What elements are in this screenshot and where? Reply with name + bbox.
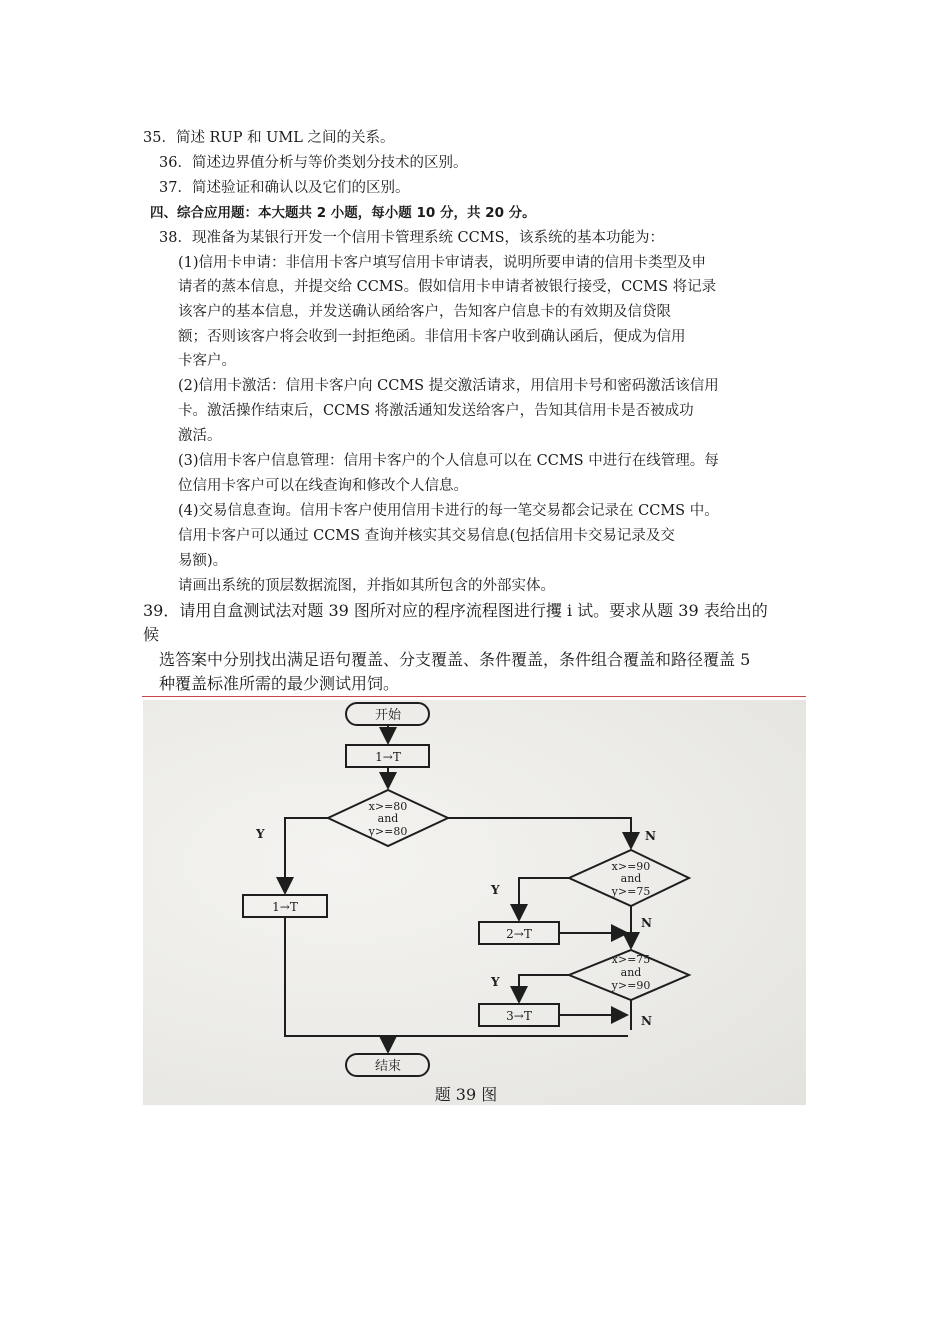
- question-35: 35．简述 RUP 和 UML 之间的关系。: [143, 130, 395, 146]
- init-label: 1→T: [375, 750, 401, 764]
- q38-line: (3)信用卡客户信息管理：信用卡客户的个人信息可以在 CCMS 中进行在线管理。每: [178, 453, 719, 469]
- d1-cond-x: x>=80: [368, 800, 408, 813]
- question-39-line4: 种覆盖标准所需的最少测试用饲。: [159, 674, 400, 693]
- n-label-1: N: [645, 829, 656, 843]
- yes3-label: 3→T: [506, 1009, 532, 1023]
- d3-and: and: [620, 966, 642, 979]
- q38-line: 请者的蒸本信息，并提交给 CCMS。假如信用卡申请者被银行接受，CCMS 将记录: [178, 279, 717, 295]
- question-39-line3: 选答案中分别找出满足语句覆盖、分支覆盖、条件覆盖，条件组合覆盖和路径覆盖 5: [159, 650, 751, 669]
- q38-line: 卡客户。: [178, 353, 236, 369]
- d3-cond-y: y>=90: [611, 979, 651, 992]
- start-label: 开始: [374, 708, 402, 723]
- y-label-1: Y: [256, 827, 265, 841]
- flowchart-svg: [143, 700, 806, 1105]
- figure-caption: 题 39 图: [434, 1085, 498, 1104]
- q38-line: (2)信用卡激活：信用卡客户向 CCMS 提交激活请求，用信用卡号和密码激活该信用: [178, 378, 719, 394]
- section-heading-4: 四、综合应用题：本大题共 2 小题，每小题 10 分，共 20 分。: [150, 205, 536, 221]
- d3-cond-x: x>=75: [611, 953, 651, 966]
- q38-line: 卡。激活操作结束后，CCMS 将激活通知发送给客户，告知其信用卡是否被成功: [178, 403, 694, 419]
- red-divider: [142, 696, 806, 697]
- question-39-line2: 候: [143, 625, 160, 644]
- q38-line: 该客户的基本信息，并发送确认函给客户，告知客户信息卡的有效期及信贷限: [178, 304, 671, 320]
- q38-line: 信用卡客户可以通过 CCMS 查询并核实其交易信息(包括信用卡交易记录及交: [178, 528, 675, 544]
- question-38-intro: 38．现准备为某银行开发一个信用卡管理系统 CCMS，该系统的基本功能为：: [159, 230, 665, 246]
- d1-cond-y: y>=80: [368, 825, 408, 838]
- q38-line: 位信用卡客户可以在线查询和修改个人信息。: [178, 478, 468, 494]
- n-label-3: N: [641, 1014, 652, 1028]
- d1-and: and: [377, 812, 399, 825]
- q38-line: 请画出系统的顶层数据流图，并指如其所包含的外部实体。: [178, 578, 555, 594]
- d2-and: and: [620, 872, 642, 885]
- n-label-2: N: [641, 916, 652, 930]
- y-label-3: Y: [491, 975, 500, 989]
- q38-line: 易额)。: [178, 553, 228, 569]
- y-label-2: Y: [491, 883, 500, 897]
- d2-cond-x: x>=90: [611, 860, 651, 873]
- q38-line: (1)信用卡申请：非信用卡客户填写信用卡审请表，说明所要申请的信用卡类型及申: [178, 255, 707, 271]
- d2-cond-y: y>=75: [611, 885, 651, 898]
- question-37: 37．简述验证和确认以及它们的区别。: [159, 180, 410, 196]
- q38-line: 激活。: [178, 428, 222, 444]
- q38-line: (4)交易信息查询。信用卡客户使用信用卡进行的每一笔交易都会记录在 CCMS 中。: [178, 503, 719, 519]
- yes2-label: 2→T: [506, 927, 532, 941]
- flowchart-figure: [143, 700, 806, 1105]
- question-39-line1: 39．请用自盒测试法对题 39 图所对应的程序流程图进行攫 i 试。要求从题 39 表给出的: [143, 601, 768, 620]
- question-36: 36．简述边界值分析与等价类划分技术的区别。: [159, 155, 468, 171]
- q38-line: 额；否则该客户将会收到一封拒绝函。非信用卡客户收到确认函后，便成为信用: [178, 329, 686, 345]
- yes1-label: 1→T: [272, 900, 298, 914]
- end-label: 结束: [374, 1059, 402, 1074]
